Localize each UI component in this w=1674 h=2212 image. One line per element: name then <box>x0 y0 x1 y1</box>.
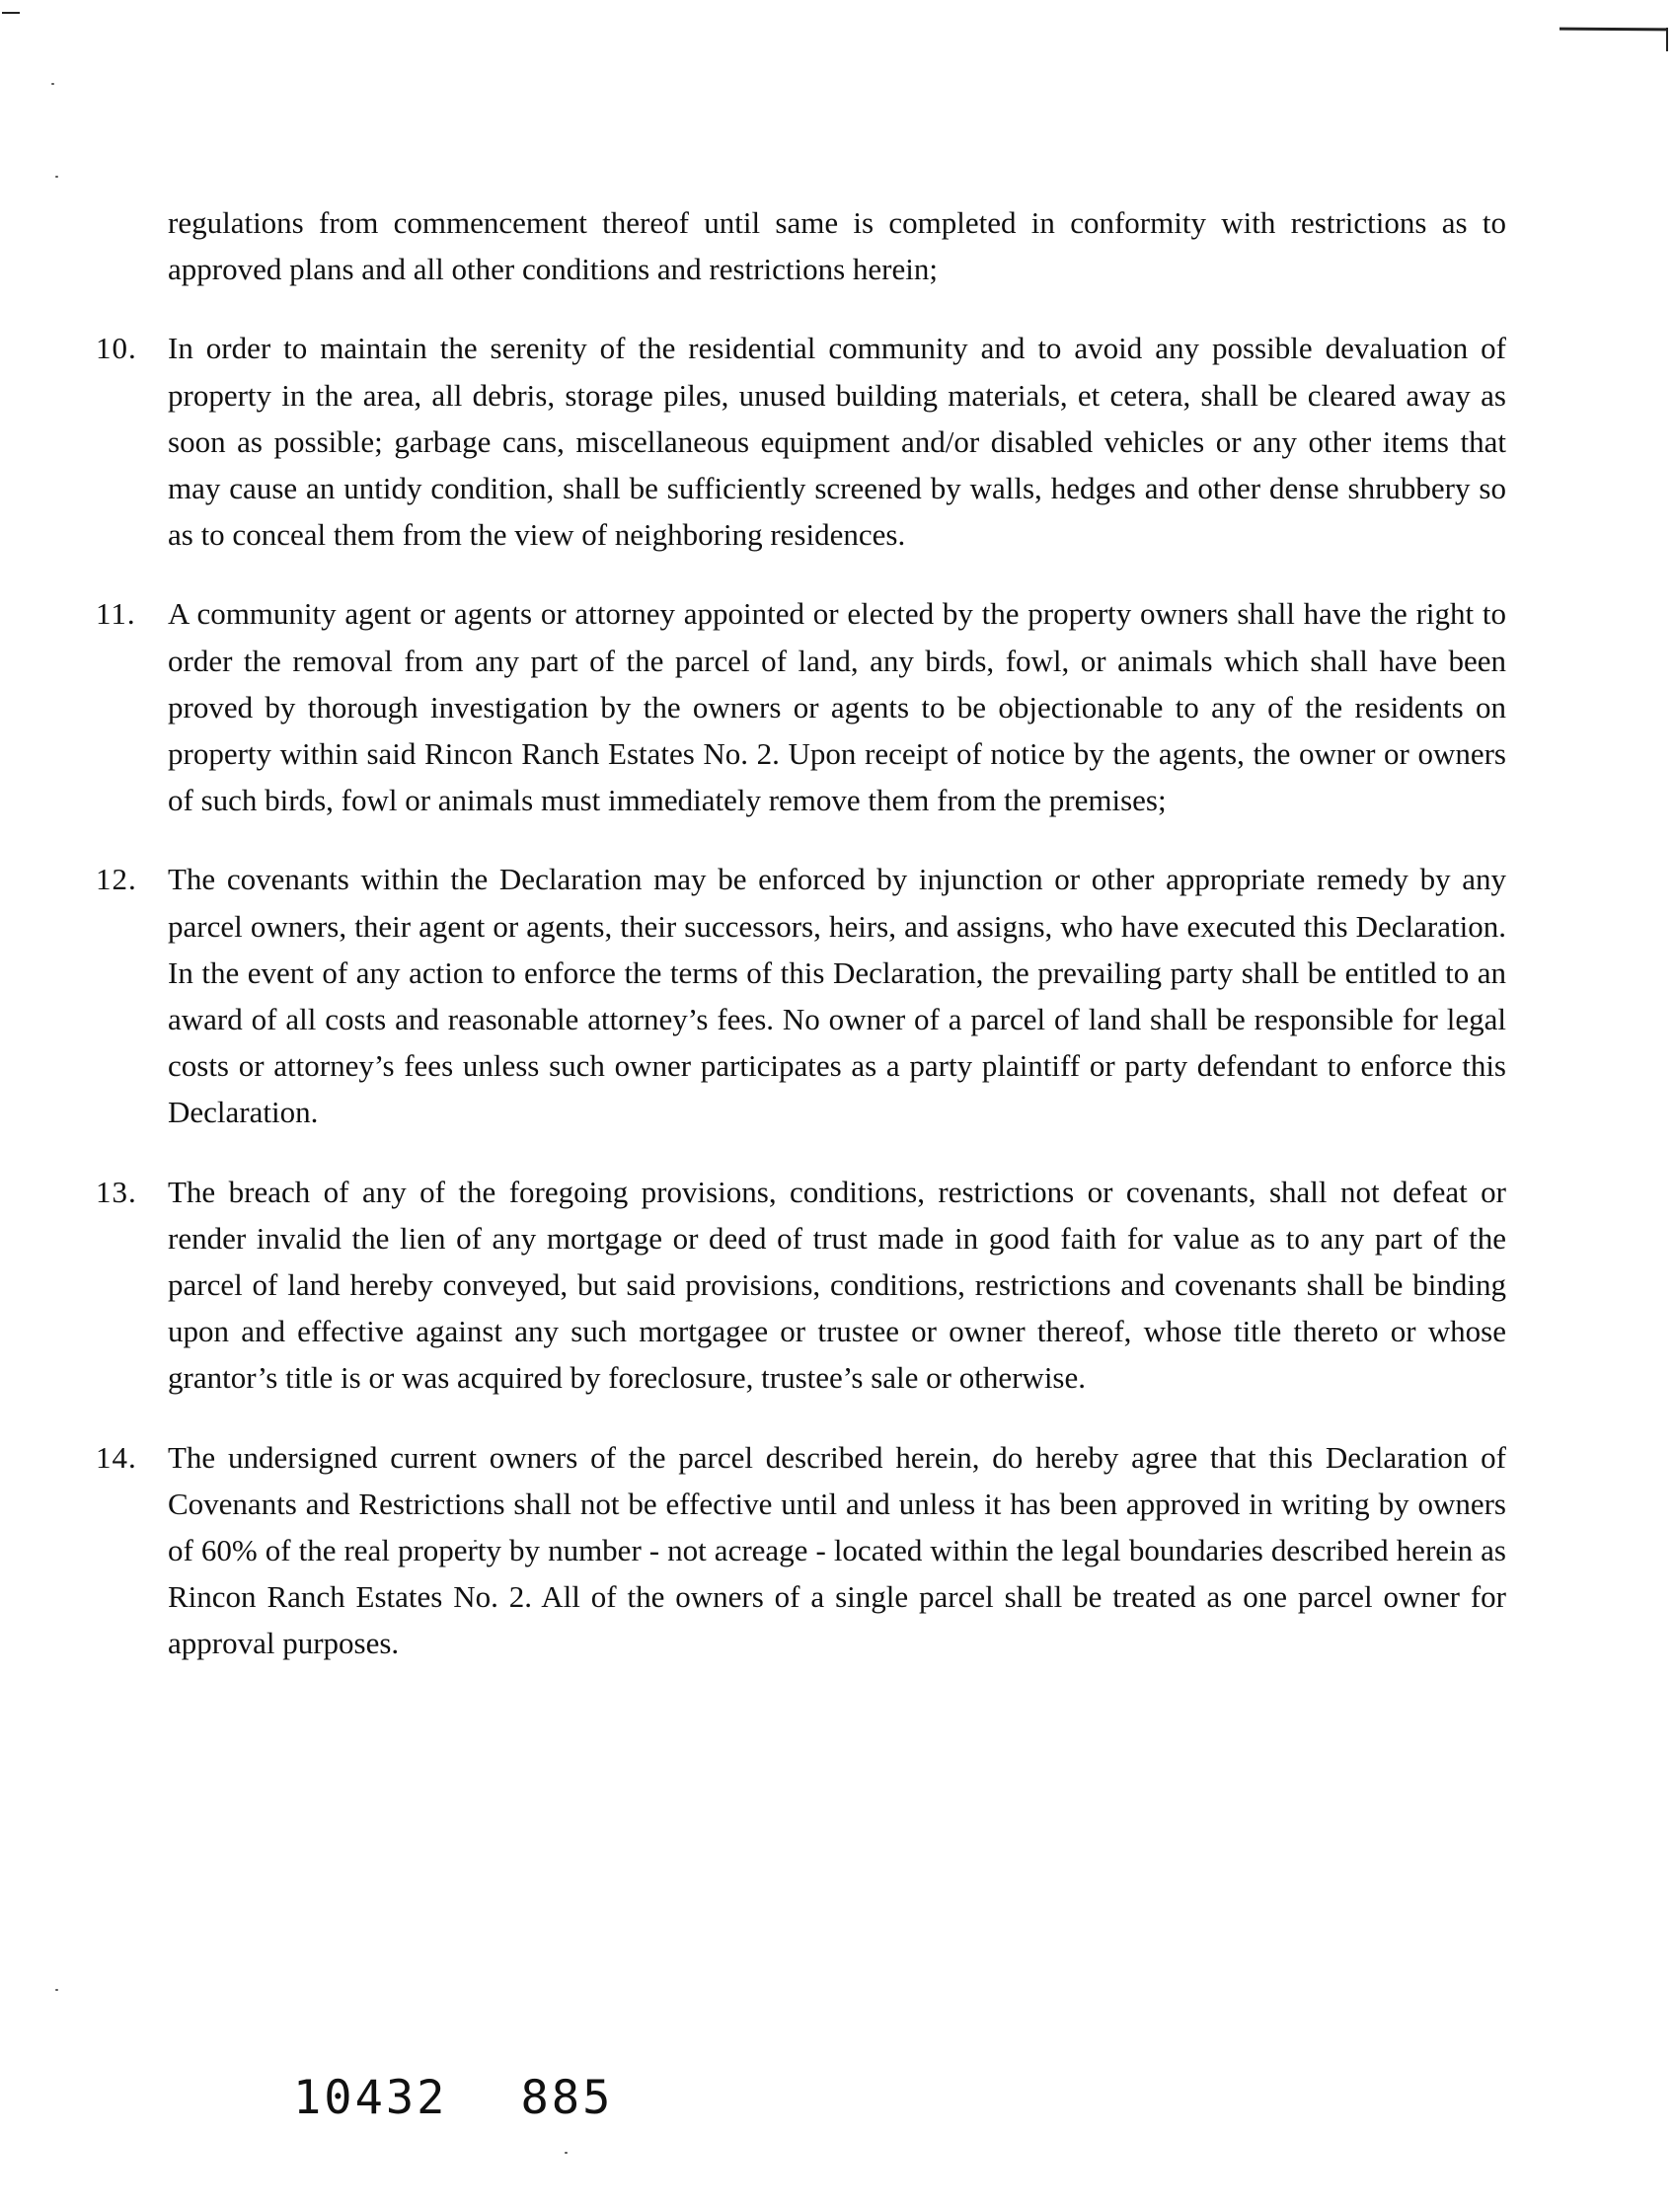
clause-number: 11. <box>96 596 136 632</box>
clause-13 <box>96 1169 1506 1402</box>
scan-speck <box>565 2152 568 2154</box>
clause-number: 14. <box>96 1439 137 1475</box>
clause-12 <box>96 856 1506 1135</box>
clause-text: A community agent or agents or attorney appointed or elected by the property owners shall have the right to order the removal from any part of the parcel of land, any birds, fowl, or animals which shall have been proved by thorough investigation by the owners or agents to be objectionable to any of the residents on property within said Rincon Ranch Estates No. 2. Upon receipt of notice by the agents, the owner or owners of such birds, fowl or animals must immediately remove them from the premises; <box>168 596 1506 818</box>
clause-number: 12. <box>96 862 137 897</box>
clause-text: The breach of any of the foregoing provisions, conditions, restrictions or covenants, shall not defeat or render invalid the lien of any mortgage or deed of trust made in good faith for value as to any part of the parcel of land hereby conveyed, but said provisions, conditions, restrictions and covenants shall be binding upon and effective against any such mortgagee or trustee or owner thereof, whose title thereto or whose grantor’s title is or was acquired by foreclosure, trustee’s sale or otherwise. <box>168 1174 1506 1396</box>
clause-text: In order to maintain the serenity of the residential community and to avoid any possible devaluation of property in the area, all debris, storage piles, unused building materials, et cetera, shall be cleared away as soon as possible; garbage cans, miscellaneous equipment and/or disabled vehicles or any other items that may cause an untidy condition, shall be sufficiently screened by walls, hedges and other dense shrubbery so as to conceal them from the view of neighboring residences. <box>168 331 1506 553</box>
clause-number: 10. <box>96 331 137 366</box>
scan-speck <box>51 83 54 85</box>
clause-10 <box>96 325 1506 558</box>
clause-text: The covenants within the Declaration may be enforced by injunction or other appropriate remedy by any parcel owners, their agent or agents, their successors, heirs, and assigns, who have executed this Declaration. In the event of any action to enforce the terms of this Declaration, the prevailing party shall be entitled to an award of all costs and reasonable attorney’s fees. No owner of a parcel of land shall be responsible for legal costs or attorney’s fees unless such owner participates as a party plaintiff or party defendant to enforce this Declaration. <box>168 862 1506 1130</box>
scan-artifact-top-right <box>1560 28 1668 32</box>
clause-text: The undersigned current owners of the parcel described herein, do hereby agree that this Declaration of Covenants and Restrictions shall not be effective until and unless it has been approved in writing by owners of 60% of the real property by number - not acreage - located within the legal boundaries described herein as Rincon Ranch Estates No. 2. All of the owners of a single parcel shall be treated as one parcel owner for approval purposes. <box>168 1439 1506 1661</box>
continuation-paragraph: regulations from commencement thereof until same is completed in conformity with restrictions as to approved plans and all other conditions and restrictions herein; <box>168 205 1506 287</box>
book-number: 10432 <box>293 2071 448 2125</box>
page-number: 885 <box>520 2071 614 2125</box>
clause-11 <box>96 590 1506 823</box>
clause-14 <box>96 1434 1506 1667</box>
document-body <box>96 199 1506 1700</box>
scan-artifact-top-left <box>2 12 20 14</box>
clause-number: 13. <box>96 1174 137 1209</box>
scan-speck <box>55 176 58 178</box>
scan-speck <box>55 1989 58 1991</box>
scan-artifact-top-right-tick <box>1666 28 1668 51</box>
recording-stamp <box>293 2071 613 2125</box>
